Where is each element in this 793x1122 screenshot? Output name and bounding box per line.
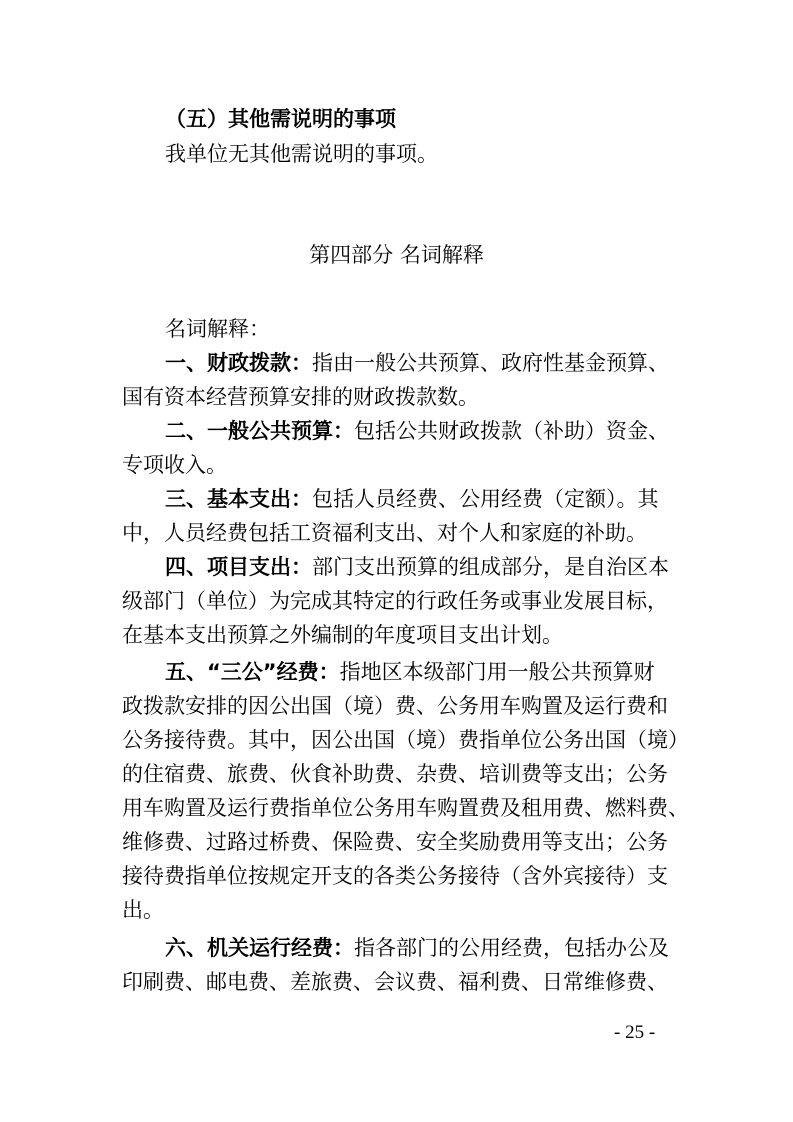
term-text-line: 用车购置及运行费指单位公务用车购置费及租用费、燃料费、 — [122, 796, 689, 820]
term-label: 四、项目支出： — [165, 555, 312, 579]
term-text-line: 专项收入。 — [122, 453, 227, 477]
term-label: 三、基本支出： — [165, 487, 312, 511]
term-text: 指由一般公共预算、政府性基金预算、 — [312, 351, 669, 375]
term-label: 五、“三公”经费： — [165, 660, 340, 684]
term-text-line: 政拨款安排的因公出国（境）费、公务用车购置及运行费和 — [122, 694, 668, 718]
term-paragraph — [165, 550, 725, 584]
heading-five: （五）其他需说明的事项 — [165, 107, 396, 131]
term-text-line: 级部门（单位）为完成其特定的行政任务或事业发展目标， — [122, 589, 668, 613]
term-label: 二、一般公共预算： — [165, 419, 354, 443]
term-text-line: 公务接待费。其中，因公出国（境）费指单位公务出国（境） — [122, 728, 689, 752]
term-text-line: 国有资本经营预算安排的财政拨款数。 — [122, 385, 479, 409]
term-paragraph — [165, 482, 725, 516]
term-text-line: 的住宿费、旅费、伙食补助费、杂费、培训费等支出；公务 — [122, 762, 668, 786]
term-paragraph — [165, 655, 725, 689]
term-text: 指地区本级部门用一般公共预算财 — [339, 660, 655, 684]
term-text-line: 接待费指单位按规定开支的各类公务接待（含外宾接待）支 — [122, 864, 668, 888]
term-text-line: 印刷费、邮电费、差旅费、会议费、福利费、日常维修费、 — [122, 970, 668, 994]
term-paragraph — [165, 931, 725, 965]
terms-intro: 名词解释： — [165, 317, 270, 341]
term-paragraph — [165, 414, 725, 448]
term-label: 一、财政拨款： — [165, 351, 312, 375]
page-number: - 25 - — [614, 1022, 656, 1043]
term-text: 部门支出预算的组成部分，是自治区本 — [312, 555, 669, 579]
term-text-line: 在基本支出预算之外编制的年度项目支出计划。 — [122, 623, 563, 647]
term-text: 包括人员经费、公用经费（定额）。其 — [312, 487, 659, 511]
term-label: 六、机关运行经费： — [165, 936, 354, 960]
part-title: 第四部分 名词解释 — [309, 243, 484, 267]
term-text-line: 出。 — [122, 898, 164, 922]
heading-five-text: 我单位无其他需说明的事项。 — [165, 142, 438, 166]
term-text-line: 中，人员经费包括工资福利支出、对个人和家庭的补助。 — [122, 521, 647, 545]
term-text: 指各部门的公用经费，包括办公及 — [354, 936, 669, 960]
term-text-line: 维修费、过路过桥费、保险费、安全奖励费用等支出；公务 — [122, 830, 668, 854]
term-text: 包括公共财政拨款（补助）资金、 — [354, 419, 669, 443]
term-paragraph — [165, 346, 725, 380]
